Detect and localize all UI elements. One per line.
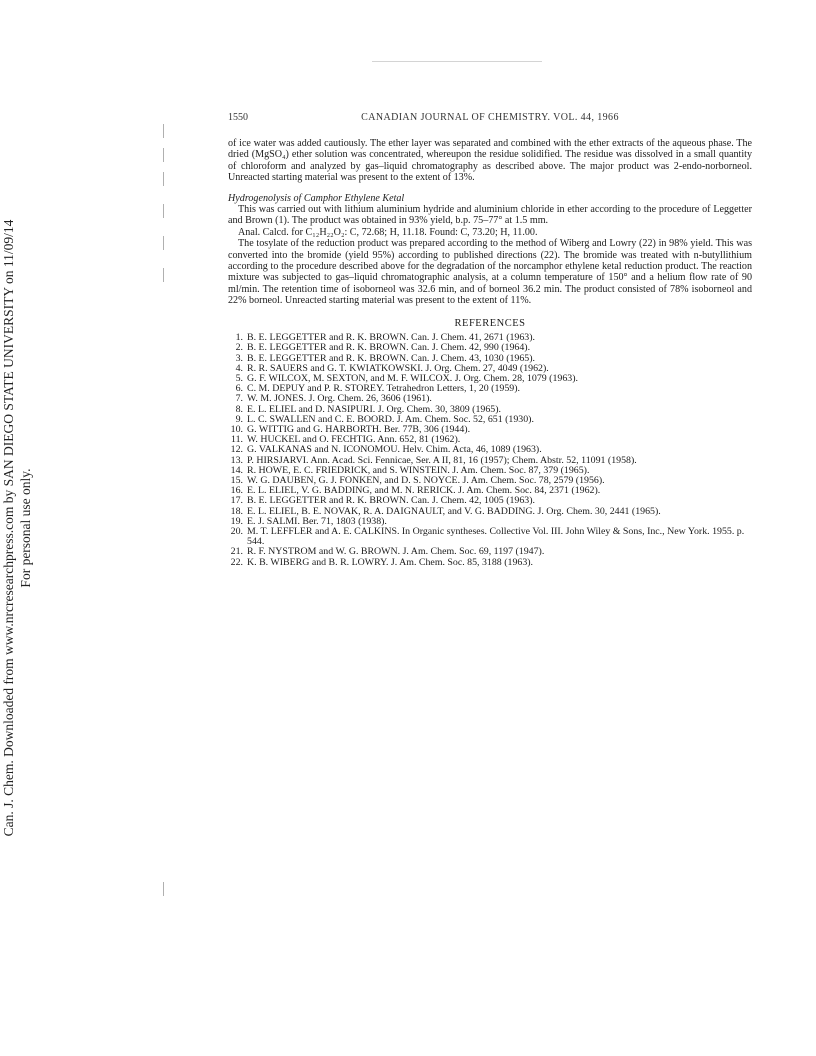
reference-text: E. L. ELIEL, B. E. NOVAK, R. A. DAIGNAULT, and V. G. BADDING. J. Org. Chem. 30, 2441 (1965). bbox=[247, 505, 661, 517]
reference-text: B. E. LEGGETTER and R. K. BROWN. Can. J. Chem. 42, 1005 (1963). bbox=[247, 495, 535, 507]
reference-number: 1. bbox=[235, 332, 243, 344]
reference-number: 2. bbox=[235, 342, 243, 354]
body-paragraph: The tosylate of the reduction product was prepared according to the method of Wiberg and Lowry (22) in 98% yield. This was converted into the bromide (yield 95%) according to published directions (22). The bromide was treated with n-butyllithium according to the procedure described above for the degradation of the norcamphor ethylene ketal reduction product. The reaction mixture was subjected to gas–liquid chromatographic analysis, at a column temperature of 150° and a helium flow rate of 90 ml/min. The retention time of isoborneol was 32.6 min, and of borneol 36.2 min. The product consisted of 78% isoborneol and 22% borneol. Unreacted starting material was present to the extent of 11%. bbox=[228, 238, 752, 307]
gutter-mark bbox=[163, 204, 164, 218]
reference-number: 22. bbox=[230, 556, 243, 568]
reference-number: 17. bbox=[230, 495, 243, 507]
reference-text: E. J. SALMI. Ber. 71, 1803 (1938). bbox=[247, 515, 387, 527]
reference-number: 10. bbox=[230, 423, 243, 435]
reference-number: 15. bbox=[230, 474, 243, 486]
reference-number: 14. bbox=[230, 464, 243, 476]
analysis-line: Anal. Calcd. for C₁₂H₂₂O₂: C, 72.68; H, 11.18. Found: C, 73.20; H, 11.00. bbox=[238, 226, 538, 238]
gutter-mark bbox=[163, 172, 164, 186]
running-header bbox=[228, 111, 752, 125]
body-paragraph: This was carried out with lithium aluminium hydride and aluminium chloride in ether according to the procedure of Leggetter and Brown (1). The product was obtained in 93% yield, b.p. 75–77° at 1.5 mm. bbox=[228, 204, 752, 227]
reference-text: L. C. SWALLEN and C. E. BOORD. J. Am. Chem. Soc. 52, 651 (1930). bbox=[247, 413, 534, 425]
body-paragraph: of ice water was added cautiously. The ether layer was separated and combined with the ether extracts of the aqueous phase. The dried (MgSO₄) ether solution was concentrated, whereupon the residue solidified. The residue was dissolved in a small quantity of chloroform and analyzed by gas–liquid chromatography as described above. The major product was 2-endo-norborneol. Unreacted starting material was present to the extent of 13%. bbox=[228, 138, 752, 184]
download-notice-line2: For personal use only. bbox=[17, 468, 33, 588]
section-heading: Hydrogenolysis of Camphor Ethylene Ketal bbox=[228, 192, 405, 204]
gutter-mark bbox=[163, 268, 164, 282]
reference-text: B. E. LEGGETTER and R. K. BROWN. Can. J. Chem. 43, 1030 (1965). bbox=[247, 352, 535, 364]
reference-number: 19. bbox=[230, 515, 243, 527]
reference-number: 11. bbox=[231, 434, 243, 446]
reference-number: 13. bbox=[230, 454, 243, 466]
reference-text: R. R. SAUERS and G. T. KWIATKOWSKI. J. Org. Chem. 27, 4049 (1962). bbox=[247, 362, 549, 374]
reference-number: 3. bbox=[235, 352, 243, 364]
reference-text: G. WITTIG and G. HARBORTH. Ber. 77B, 306 (1944). bbox=[247, 423, 471, 435]
reference-text: B. E. LEGGETTER and R. K. BROWN. Can. J. Chem. 41, 2671 (1963). bbox=[247, 332, 535, 344]
reference-text: P. HIRSJARVI. Ann. Acad. Sci. Fennicae, Ser. A II, 81, 16 (1957); Chem. Abstr. 52, 11091 (1958). bbox=[247, 454, 637, 466]
reference-text: B. E. LEGGETTER and R. K. BROWN. Can. J. Chem. 42, 990 (1964). bbox=[247, 342, 531, 354]
gutter-mark bbox=[163, 148, 164, 162]
gutter-mark bbox=[163, 124, 164, 138]
scan-artifact bbox=[372, 61, 542, 62]
gutter-mark bbox=[163, 882, 164, 896]
reference-item bbox=[228, 558, 752, 568]
reference-text: E. L. ELIEL and D. NASIPURI. J. Org. Chem. 30, 3809 (1965). bbox=[247, 403, 501, 415]
reference-text: E. L. ELIEL, V. G. BADDING, and M. N. RERICK. J. Am. Chem. Soc. 84, 2371 (1962). bbox=[247, 485, 601, 497]
reference-number: 4. bbox=[235, 362, 243, 374]
reference-number: 18. bbox=[230, 505, 243, 517]
reference-text: C. M. DEPUY and P. R. STOREY. Tetrahedron Letters, 1, 20 (1959). bbox=[247, 383, 520, 395]
reference-number: 6. bbox=[235, 383, 243, 395]
reference-number: 9. bbox=[235, 413, 243, 425]
reference-number: 5. bbox=[235, 372, 243, 384]
download-notice bbox=[0, 0, 44, 1056]
article-body bbox=[228, 138, 752, 568]
reference-number: 8. bbox=[235, 403, 243, 415]
journal-running-head: CANADIAN JOURNAL OF CHEMISTRY. VOL. 44, 1966 bbox=[361, 112, 619, 123]
reference-text: R. HOWE, E. C. FRIEDRICK, and S. WINSTEIN. J. Am. Chem. Soc. 87, 379 (1965). bbox=[247, 464, 590, 476]
reference-text: G. VALKANAS and N. ICONOMOU. Helv. Chim. Acta, 46, 1089 (1963). bbox=[247, 444, 542, 456]
reference-number: 20. bbox=[230, 525, 243, 537]
reference-text: K. B. WIBERG and B. R. LOWRY. J. Am. Chem. Soc. 85, 3188 (1963). bbox=[247, 556, 534, 568]
reference-text: W. G. DAUBEN, G. J. FONKEN, and D. S. NOYCE. J. Am. Chem. Soc. 78, 2579 (1956). bbox=[247, 474, 605, 486]
reference-text: W. HUCKEL and O. FECHTIG. Ann. 652, 81 (1962). bbox=[247, 434, 461, 446]
references-heading: REFERENCES bbox=[454, 317, 526, 329]
download-notice-line1: Can. J. Chem. Downloaded from www.nrcresearchpress.com by SAN DIEGO STATE UNIVERSITY on 11/09/14 bbox=[1, 219, 16, 837]
page-number: 1550 bbox=[228, 112, 248, 123]
reference-number: 16. bbox=[230, 485, 243, 497]
reference-text: M. T. LEFFLER and A. E. CALKINS. In Organic syntheses. Collective Vol. III. John Wiley & Sons, Inc., New York. 1955. p. 544. bbox=[247, 525, 745, 548]
reference-text: R. F. NYSTROM and W. G. BROWN. J. Am. Chem. Soc. 69, 1197 (1947). bbox=[247, 546, 545, 558]
gutter-mark bbox=[163, 236, 164, 250]
reference-text: G. F. WILCOX, M. SEXTON, and M. F. WILCOX. J. Org. Chem. 28, 1079 (1963). bbox=[247, 372, 578, 384]
reference-number: 21. bbox=[230, 546, 243, 558]
reference-text: W. M. JONES. J. Org. Chem. 26, 3606 (1961). bbox=[247, 393, 432, 405]
references-list bbox=[228, 333, 752, 568]
reference-number: 7. bbox=[235, 393, 243, 405]
reference-number: 12. bbox=[230, 444, 243, 456]
reference-item bbox=[228, 527, 752, 547]
